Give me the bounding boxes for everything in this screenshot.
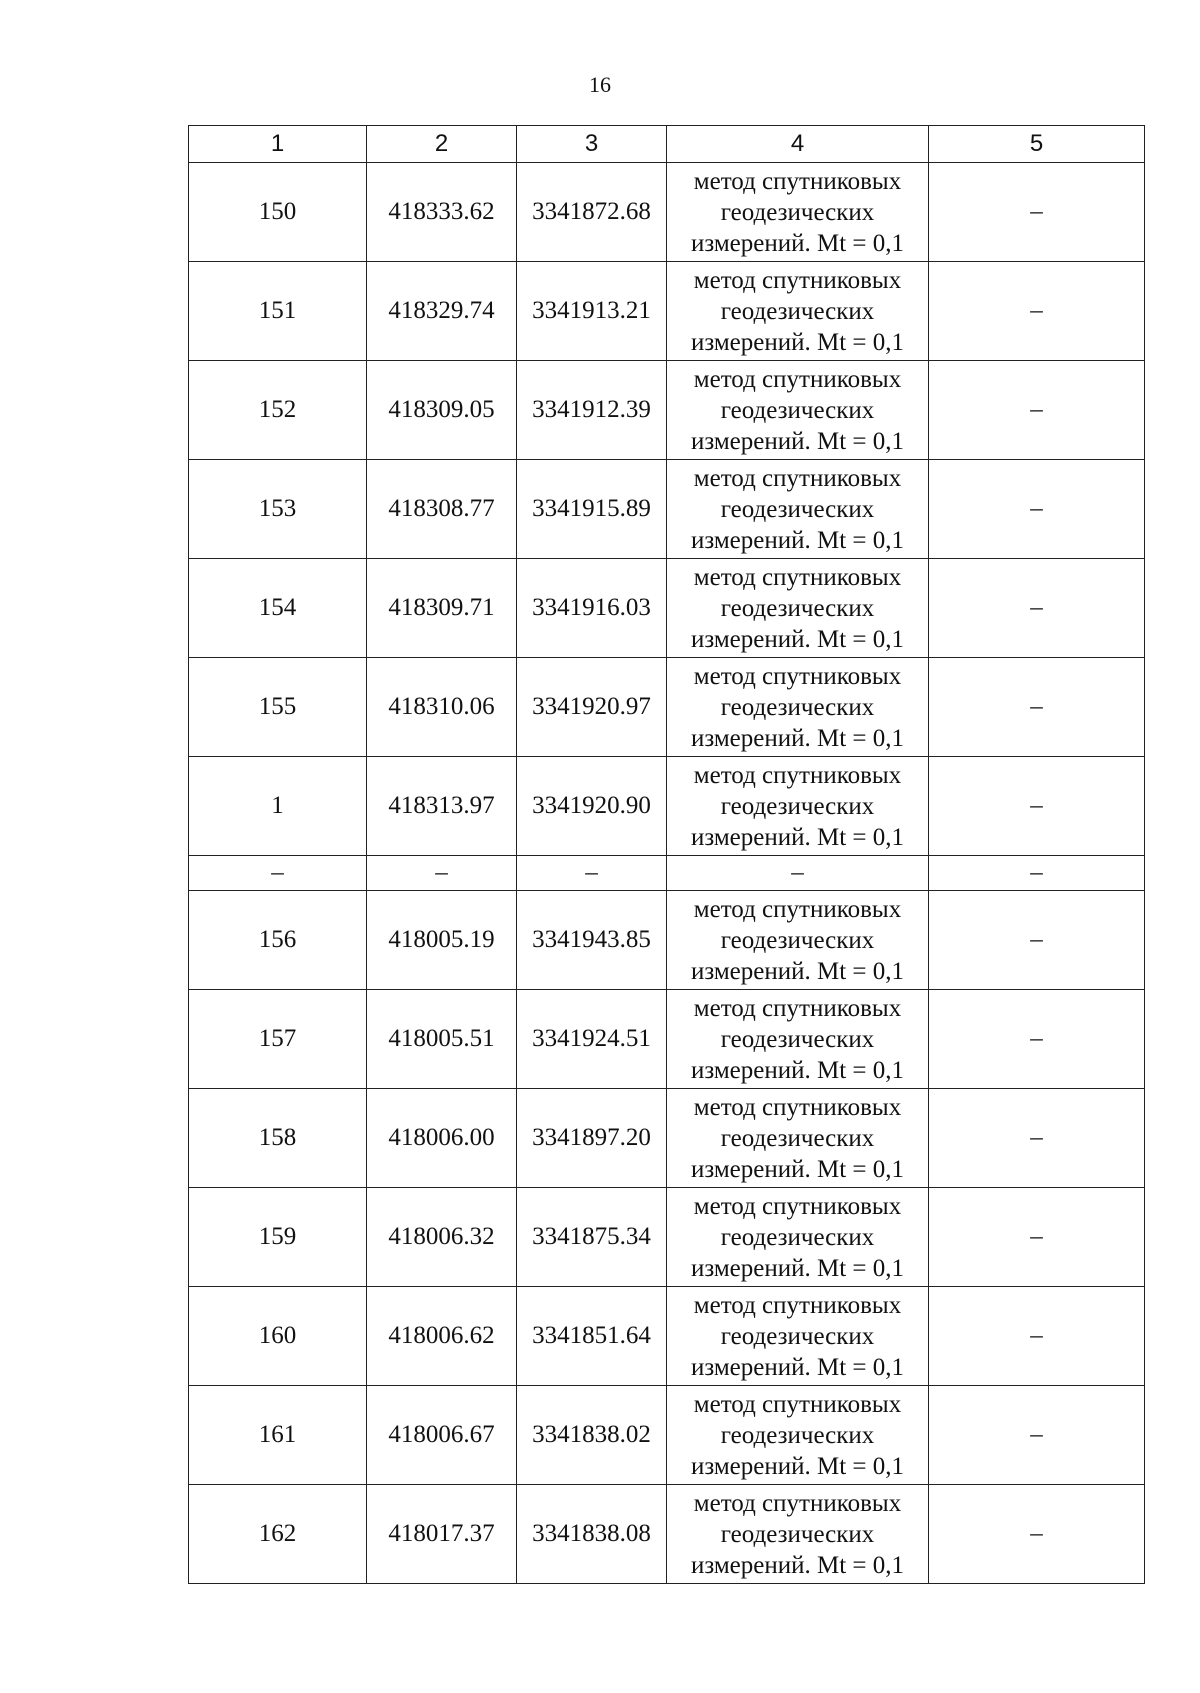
method-line: измерений. Mt = 0,1 bbox=[690, 724, 905, 752]
page-number: 16 bbox=[589, 72, 611, 97]
method-line: метод спутниковых bbox=[693, 464, 902, 492]
table-row bbox=[189, 262, 1145, 361]
method-line: метод спутниковых bbox=[693, 365, 902, 393]
note-cell: – bbox=[929, 1485, 1145, 1584]
table-body bbox=[189, 163, 1145, 1584]
column-header: 5 bbox=[929, 126, 1145, 163]
note-cell: – bbox=[929, 1287, 1145, 1386]
method-line: метод спутниковых bbox=[693, 994, 902, 1022]
method-line: измерений. Mt = 0,1 bbox=[690, 229, 905, 257]
x-coordinate-cell: 418017.37 bbox=[367, 1485, 517, 1584]
method-line: метод спутниковых bbox=[693, 266, 902, 294]
table-row bbox=[189, 1089, 1145, 1188]
point-number-cell: 158 bbox=[189, 1089, 367, 1188]
method-line: измерений. Mt = 0,1 bbox=[690, 1452, 905, 1480]
method-cell bbox=[667, 163, 929, 262]
table-row bbox=[189, 1188, 1145, 1287]
table-row bbox=[189, 1386, 1145, 1485]
point-number-cell: 161 bbox=[189, 1386, 367, 1485]
table-row bbox=[189, 163, 1145, 262]
method-cell bbox=[667, 1188, 929, 1287]
separator-cell: – bbox=[367, 856, 517, 891]
method-line: геодезических bbox=[720, 594, 875, 622]
x-coordinate-cell: 418005.19 bbox=[367, 891, 517, 990]
y-coordinate-cell: 3341920.97 bbox=[517, 658, 667, 757]
note-cell: – bbox=[929, 559, 1145, 658]
point-number-cell: 159 bbox=[189, 1188, 367, 1287]
point-number-cell: 152 bbox=[189, 361, 367, 460]
method-line: измерений. Mt = 0,1 bbox=[690, 1056, 905, 1084]
method-line: метод спутниковых bbox=[693, 1390, 902, 1418]
column-header: 1 bbox=[189, 126, 367, 163]
point-number-cell: 157 bbox=[189, 990, 367, 1089]
method-line: геодезических bbox=[720, 1322, 875, 1350]
note-cell: – bbox=[929, 990, 1145, 1089]
x-coordinate-cell: 418313.97 bbox=[367, 757, 517, 856]
method-line: геодезических bbox=[720, 1520, 875, 1548]
y-coordinate-cell: 3341875.34 bbox=[517, 1188, 667, 1287]
column-header: 3 bbox=[517, 126, 667, 163]
x-coordinate-cell: 418006.32 bbox=[367, 1188, 517, 1287]
table-row bbox=[189, 361, 1145, 460]
method-cell bbox=[667, 757, 929, 856]
y-coordinate-cell: 3341838.08 bbox=[517, 1485, 667, 1584]
note-cell: – bbox=[929, 460, 1145, 559]
table-row bbox=[189, 460, 1145, 559]
method-cell bbox=[667, 1485, 929, 1584]
note-cell: – bbox=[929, 1188, 1145, 1287]
separator-cell: – bbox=[517, 856, 667, 891]
x-coordinate-cell: 418005.51 bbox=[367, 990, 517, 1089]
x-coordinate-cell: 418006.00 bbox=[367, 1089, 517, 1188]
table-header-row bbox=[189, 126, 1145, 163]
method-line: измерений. Mt = 0,1 bbox=[690, 328, 905, 356]
method-line: геодезических bbox=[720, 1223, 875, 1251]
column-header: 2 bbox=[367, 126, 517, 163]
method-cell bbox=[667, 361, 929, 460]
note-cell: – bbox=[929, 1089, 1145, 1188]
method-line: метод спутниковых bbox=[693, 1192, 902, 1220]
separator-cell: – bbox=[667, 856, 929, 891]
x-coordinate-cell: 418309.05 bbox=[367, 361, 517, 460]
y-coordinate-cell: 3341943.85 bbox=[517, 891, 667, 990]
y-coordinate-cell: 3341913.21 bbox=[517, 262, 667, 361]
table-row bbox=[189, 1287, 1145, 1386]
y-coordinate-cell: 3341838.02 bbox=[517, 1386, 667, 1485]
table-row bbox=[189, 990, 1145, 1089]
y-coordinate-cell: 3341916.03 bbox=[517, 559, 667, 658]
method-line: метод спутниковых bbox=[693, 167, 902, 195]
method-line: геодезических bbox=[720, 495, 875, 523]
method-line: геодезических bbox=[720, 297, 875, 325]
y-coordinate-cell: 3341851.64 bbox=[517, 1287, 667, 1386]
x-coordinate-cell: 418006.62 bbox=[367, 1287, 517, 1386]
column-header: 4 bbox=[667, 126, 929, 163]
method-line: геодезических bbox=[720, 926, 875, 954]
table-row bbox=[189, 891, 1145, 990]
point-number-cell: 162 bbox=[189, 1485, 367, 1584]
method-line: метод спутниковых bbox=[693, 662, 902, 690]
note-cell: – bbox=[929, 163, 1145, 262]
point-number-cell: 151 bbox=[189, 262, 367, 361]
method-line: измерений. Mt = 0,1 bbox=[690, 625, 905, 653]
y-coordinate-cell: 3341912.39 bbox=[517, 361, 667, 460]
method-line: геодезических bbox=[720, 1124, 875, 1152]
method-line: измерений. Mt = 0,1 bbox=[690, 823, 905, 851]
method-line: метод спутниковых bbox=[693, 1291, 902, 1319]
y-coordinate-cell: 3341915.89 bbox=[517, 460, 667, 559]
note-cell: – bbox=[929, 658, 1145, 757]
point-number-cell: 155 bbox=[189, 658, 367, 757]
method-cell bbox=[667, 990, 929, 1089]
method-line: измерений. Mt = 0,1 bbox=[690, 1155, 905, 1183]
note-cell: – bbox=[929, 361, 1145, 460]
method-cell bbox=[667, 1089, 929, 1188]
method-cell bbox=[667, 891, 929, 990]
note-cell: – bbox=[929, 757, 1145, 856]
method-line: измерений. Mt = 0,1 bbox=[690, 1353, 905, 1381]
method-line: метод спутниковых bbox=[693, 895, 902, 923]
separator-row bbox=[189, 856, 1145, 891]
method-line: измерений. Mt = 0,1 bbox=[690, 1254, 905, 1282]
point-number-cell: 156 bbox=[189, 891, 367, 990]
method-cell bbox=[667, 460, 929, 559]
table-row bbox=[189, 658, 1145, 757]
method-cell bbox=[667, 262, 929, 361]
x-coordinate-cell: 418333.62 bbox=[367, 163, 517, 262]
method-line: геодезических bbox=[720, 693, 875, 721]
method-cell bbox=[667, 559, 929, 658]
method-line: геодезических bbox=[720, 198, 875, 226]
x-coordinate-cell: 418006.67 bbox=[367, 1386, 517, 1485]
method-line: метод спутниковых bbox=[693, 1093, 902, 1121]
method-line: геодезических bbox=[720, 792, 875, 820]
method-cell bbox=[667, 1287, 929, 1386]
x-coordinate-cell: 418309.71 bbox=[367, 559, 517, 658]
method-cell bbox=[667, 1386, 929, 1485]
separator-cell: – bbox=[929, 856, 1145, 891]
point-number-cell: 160 bbox=[189, 1287, 367, 1386]
x-coordinate-cell: 418308.77 bbox=[367, 460, 517, 559]
x-coordinate-cell: 418310.06 bbox=[367, 658, 517, 757]
point-number-cell: 1 bbox=[189, 757, 367, 856]
method-line: геодезических bbox=[720, 396, 875, 424]
y-coordinate-cell: 3341897.20 bbox=[517, 1089, 667, 1188]
method-line: метод спутниковых bbox=[693, 1489, 902, 1517]
y-coordinate-cell: 3341924.51 bbox=[517, 990, 667, 1089]
method-line: метод спутниковых bbox=[693, 563, 902, 591]
separator-cell: – bbox=[189, 856, 367, 891]
table-row bbox=[189, 757, 1145, 856]
method-line: измерений. Mt = 0,1 bbox=[690, 957, 905, 985]
method-line: метод спутниковых bbox=[693, 761, 902, 789]
method-line: геодезических bbox=[720, 1025, 875, 1053]
x-coordinate-cell: 418329.74 bbox=[367, 262, 517, 361]
y-coordinate-cell: 3341872.68 bbox=[517, 163, 667, 262]
note-cell: – bbox=[929, 1386, 1145, 1485]
point-number-cell: 153 bbox=[189, 460, 367, 559]
method-line: измерений. Mt = 0,1 bbox=[690, 526, 905, 554]
point-number-cell: 154 bbox=[189, 559, 367, 658]
method-cell bbox=[667, 658, 929, 757]
method-line: измерений. Mt = 0,1 bbox=[690, 1551, 905, 1579]
coordinates-table bbox=[188, 125, 1145, 1584]
y-coordinate-cell: 3341920.90 bbox=[517, 757, 667, 856]
note-cell: – bbox=[929, 262, 1145, 361]
table-row bbox=[189, 1485, 1145, 1584]
point-number-cell: 150 bbox=[189, 163, 367, 262]
method-line: геодезических bbox=[720, 1421, 875, 1449]
note-cell: – bbox=[929, 891, 1145, 990]
table-row bbox=[189, 559, 1145, 658]
method-line: измерений. Mt = 0,1 bbox=[690, 427, 905, 455]
